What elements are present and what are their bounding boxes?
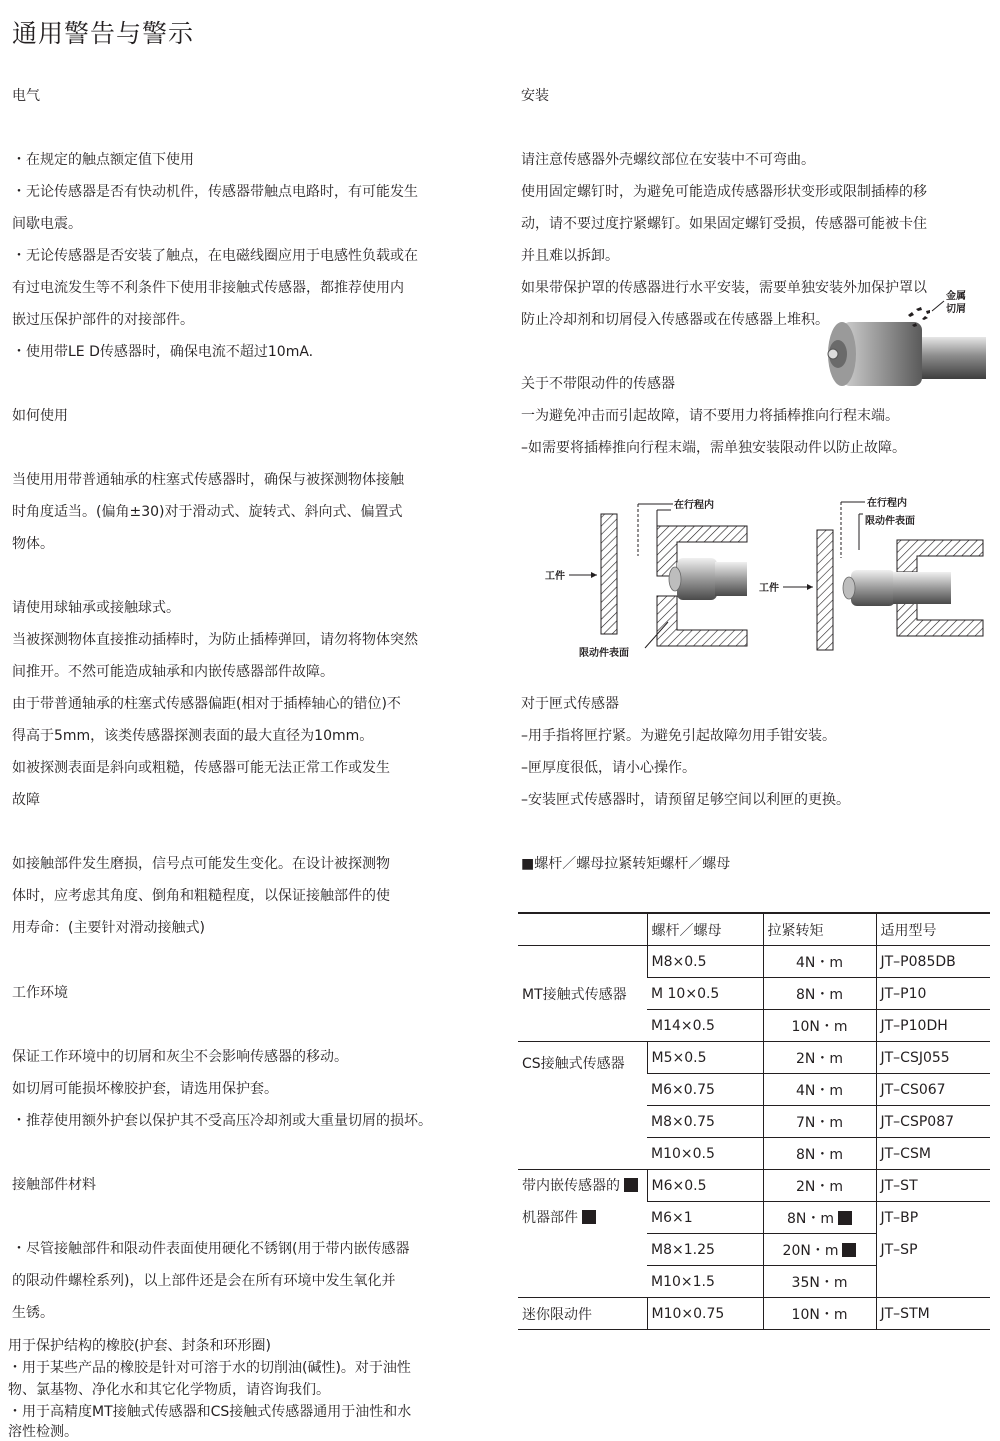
text-line: 物体。 — [12, 536, 54, 552]
text-line: ・推荐使用额外护套以保护其不受高压冷却剂或大重量切屑的损坏。 — [12, 1113, 432, 1129]
label-stop-surface-left: 限动件表面 — [579, 648, 629, 659]
model-cell: JT–ST — [876, 1170, 990, 1202]
text-line: 并且难以拆卸。 — [521, 248, 619, 264]
group-name-builtin-line2: 机器部件 — [522, 1202, 647, 1234]
text-line: ・无论传感器是否安装了触点，在电磁线圈应用于电感性负载或在 — [12, 248, 418, 264]
text-line: 生锈。 — [12, 1305, 54, 1321]
torque-cell: 20N・m — [763, 1234, 876, 1266]
screw-cell: M 10×0.5 — [647, 978, 763, 1010]
torque-cell: 4N・m — [763, 946, 876, 978]
text-line: 如切屑可能损坏橡胶护套，请选用保护套。 — [12, 1081, 278, 1097]
torque-cell: 35N・m — [763, 1266, 876, 1298]
table-row — [518, 1042, 990, 1074]
group-name-builtin — [518, 1170, 647, 1298]
model-text: JT–SP — [880, 1242, 918, 1258]
model-cell — [876, 1202, 990, 1298]
screw-cell: M8×0.75 — [647, 1106, 763, 1138]
chip-label-2: 切屑 — [946, 304, 966, 315]
text-line: 得高于5mm，该类传感器探测表面的最大直径为10mm。 — [12, 728, 374, 744]
text-line: ・用于高精度MT接触式传感器和CS接触式传感器通用于油性和水 — [8, 1404, 412, 1420]
text-line: 当被探测物体直接推动插棒时，为防止插棒弹回，请勿将物体突然 — [12, 632, 418, 648]
model-cell: JT–STM — [876, 1298, 990, 1330]
screw-cell: M6×1 — [647, 1202, 763, 1234]
model-cell: JT–P10DH — [876, 1010, 990, 1042]
torque-cell: 2N・m — [763, 1170, 876, 1202]
screw-cell: M6×0.5 — [647, 1170, 763, 1202]
torque-cell: 4N・m — [763, 1074, 876, 1106]
section-heading-no-limit: 关于不带限动件的传感器 — [521, 376, 675, 392]
text-line: –匣厚度很低，请小心操作。 — [521, 760, 696, 776]
text-line: –用手指将匣拧紧。为避免引起故障勿用手钳安装。 — [521, 728, 836, 744]
text-line: 防止冷却剂和切屑侵入传感器或在传感器上堆积。 — [521, 312, 829, 328]
screw-cell: M6×0.75 — [647, 1074, 763, 1106]
text-line: 当使用用带普通轴承的柱塞式传感器时，确保与被探测物体接触 — [12, 472, 404, 488]
text-line: 物、氯基物、净化水和其它化学物质，请咨询我们。 — [8, 1382, 330, 1398]
torque-cell: 10N・m — [763, 1298, 876, 1330]
screw-cell: M10×1.5 — [647, 1266, 763, 1298]
text-line: –如需要将插棒推向行程末端，需单独安装限动件以防止故障。 — [521, 440, 906, 456]
torque-cell: 8N・m — [763, 1202, 876, 1234]
text-line: 故障 — [12, 792, 40, 808]
black-square-icon — [624, 1178, 638, 1192]
sensor-body-right — [893, 572, 951, 604]
section-heading-install: 安装 — [521, 88, 549, 104]
text-line: 动，请不要过度拧紧螺钉。如果固定螺钉受损，传感器可能被卡住 — [521, 216, 927, 232]
torque-cell: 2N・m — [763, 1042, 876, 1074]
workpiece-wall — [601, 514, 617, 634]
sensor-cover-illustration — [820, 285, 990, 390]
text-line: 间推开。不然可能造成轴承和内嵌传感器部件故障。 — [12, 664, 334, 680]
table-header-row — [518, 913, 990, 946]
text-line: ・在规定的触点额定值下使用 — [12, 152, 194, 168]
label-work-left: 工件 — [545, 571, 565, 582]
screw-cell: M10×0.5 — [647, 1138, 763, 1170]
torque-cell: 10N・m — [763, 1010, 876, 1042]
section-heading-usage: 如何使用 — [12, 408, 68, 424]
stopper-block-lower — [657, 596, 747, 646]
group-name-builtin-line1: 带内嵌传感器的 — [522, 1170, 647, 1202]
text-line: –安装匣式传感器时，请预留足够空间以利匣的更换。 — [521, 792, 850, 808]
label-work-right: 工件 — [759, 583, 779, 594]
sensor-plunger — [677, 558, 717, 600]
text-line: 嵌过压保护部件的对接部件。 — [12, 312, 194, 328]
screw-cell: M5×0.5 — [647, 1042, 763, 1074]
table-header-cell: 拉紧转矩 — [763, 913, 876, 946]
model-cell: JT–CSP087 — [876, 1106, 990, 1138]
screw-cell: M10×0.75 — [647, 1298, 763, 1330]
label-in-stroke-left: 在行程内 — [674, 500, 714, 511]
group-name-cs-text: CS接触式传感器 — [522, 1056, 625, 1072]
model-cell: JT–CS067 — [876, 1074, 990, 1106]
text-line: ・无论传感器是否有快动机件，传感器带触点电路时，有可能发生 — [12, 184, 418, 200]
table-heading: ■螺杆／螺母拉紧转矩螺杆／螺母 — [521, 856, 731, 872]
text-line: 有过电流发生等不利条件下使用非接触式传感器，都推荐使用内 — [12, 280, 404, 296]
black-square-icon — [842, 1243, 856, 1257]
table-header-cell: 螺杆／螺母 — [647, 913, 763, 946]
black-square-icon — [582, 1210, 596, 1224]
black-square-icon — [838, 1211, 852, 1225]
text-line: 体时，应考虑其角度、倒角和粗糙程度，以保证接触部件的使 — [12, 888, 390, 904]
torque-cell: 7N・m — [763, 1106, 876, 1138]
section-heading-box: 对于匣式传感器 — [521, 696, 619, 712]
section-heading-environment: 工作环境 — [12, 985, 68, 1001]
text-line: 由于带普通轴承的柱塞式传感器偏距(相对于插棒轴心的错位)不 — [12, 696, 401, 712]
torque-table — [518, 912, 990, 1330]
table-header-cell — [518, 913, 647, 946]
screw-cell: M8×1.25 — [647, 1234, 763, 1266]
text-line: 如果带保护罩的传感器进行水平安装，需要单独安装外加保护罩以 — [521, 280, 927, 296]
table-header-cell: 适用型号 — [876, 913, 990, 946]
model-cell: JT–CSJ055 — [876, 1042, 990, 1074]
model-cell: JT–CSM — [876, 1138, 990, 1170]
group-name-mt: MT接触式传感器 — [518, 946, 647, 1042]
chip-label-1: 金属 — [946, 291, 966, 302]
text-line: 用于保护结构的橡胶(护套、封条和环形圈) — [8, 1338, 271, 1354]
label-stop-surface-right: 限动件表面 — [865, 516, 915, 527]
label-in-stroke-right: 在行程内 — [867, 498, 907, 509]
screw-cell: M14×0.5 — [647, 1010, 763, 1042]
model-text: JT–BP — [880, 1210, 919, 1226]
text-line: 间歇电震。 — [12, 216, 82, 232]
model-cell: JT–P10 — [876, 978, 990, 1010]
model-cell: JT–P085DB — [876, 946, 990, 978]
screw-cell: M8×0.5 — [647, 946, 763, 978]
sensor-plunger-right — [851, 570, 895, 606]
text-line: ・使用带LE D传感器时，确保电流不超过10mA. — [12, 344, 314, 360]
sensor-body — [715, 562, 747, 596]
text-line: ・用于某些产品的橡胶是针对可溶于水的切削油(碱性)。对于油性 — [8, 1360, 411, 1376]
text-line: 请使用球轴承或接触球式。 — [12, 600, 180, 616]
page-title: 通用警告与警示 — [12, 19, 195, 48]
text-line: 的限动件螺栓系列)，以上部件还是会在所有环境中发生氧化并 — [12, 1273, 396, 1289]
text-line: 溶性检测。 — [8, 1424, 78, 1440]
text-line: 用寿命：(主要针对滑动接触式) — [12, 920, 205, 936]
table-row — [518, 1170, 990, 1202]
torque-cell: 8N・m — [763, 978, 876, 1010]
table-row — [518, 946, 990, 978]
text-line: 一为避免冲击而引起故障，请不要用力将插棒推向行程末端。 — [521, 408, 899, 424]
text-line: 保证工作环境中的切屑和灰尘不会影响传感器的移动。 — [12, 1049, 348, 1065]
torque-cell: 8N・m — [763, 1138, 876, 1170]
text-line: 如接触部件发生磨损，信号点可能发生变化。在设计被探测物 — [12, 856, 390, 872]
text-line: 请注意传感器外壳螺纹部位在安装中不可弯曲。 — [521, 152, 815, 168]
text-line: 如被探测表面是斜向或粗糙，传感器可能无法正常工作或发生 — [12, 760, 390, 776]
workpiece-wall-right — [817, 530, 833, 650]
table-row — [518, 1298, 990, 1330]
group-name-cs — [518, 1042, 647, 1170]
text-line: 使用固定螺钉时，为避免可能造成传感器形状变形或限制插棒的移 — [521, 184, 927, 200]
group-name-mini: 迷你限动件 — [518, 1298, 647, 1330]
stopper-diagram — [535, 490, 985, 670]
section-heading-electric: 电气 — [12, 88, 40, 104]
stopper-block-upper-right — [897, 540, 983, 572]
text-line: ・尽管接触部件和限动件表面使用硬化不锈钢(用于带内嵌传感器 — [12, 1241, 410, 1257]
section-heading-material: 接触部件材料 — [12, 1177, 96, 1193]
text-line: 时角度适当。(偏角±30)对于滑动式、旋转式、斜向式、偏置式 — [12, 504, 403, 520]
